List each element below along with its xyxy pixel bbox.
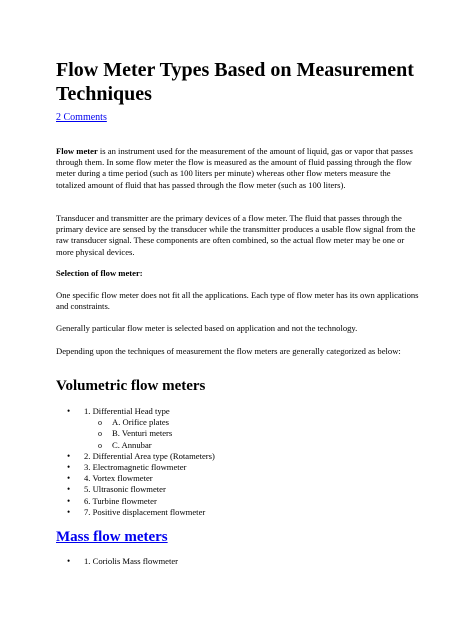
mass-list: [56, 556, 416, 567]
list-item: • 5. Ultrasonic flowmeter: [56, 484, 416, 495]
sub-list-item: o B. Venturi meters: [84, 428, 416, 439]
intro-paragraph: [56, 146, 421, 191]
list-item: • 3. Electromagnetic flowmeter: [56, 462, 416, 473]
sub-list-item: o A. Orifice plates: [84, 417, 416, 428]
list-item: • 7. Positive displacement flowmeter: [56, 507, 416, 518]
volumetric-heading: Volumetric flow meters: [56, 378, 206, 394]
flow-meter-term: Flow meter: [56, 146, 98, 156]
selection-heading: Selection of flow meter:: [56, 268, 143, 278]
mass-heading: [56, 528, 168, 546]
generally-paragraph: Generally particular flow meter is selected based on application and not the technology.: [56, 323, 358, 333]
list-item: • 1. Differential Head type o A. Orifice plates o B. Venturi meters o C. Annubar: [56, 406, 416, 451]
page-title: Flow Meter Types Based on Measurement Techniques: [56, 59, 414, 105]
comments-link[interactable]: 2 Comments: [56, 112, 107, 123]
specific-paragraph: One specific flow meter does not fit all the applications. Each type of flow meter has its own applications and constraints.: [56, 290, 419, 312]
list-item: • 4. Vortex flowmeter: [56, 473, 416, 484]
intro-text: is an instrument used for the measurement of the amount of liquid, gas or vapor that passes through them. In some flow meter the flow is measured as the amount of fluid passing through the flow meter during a time period (such as 100 liters per minute) whereas other flow meters measure the totalized amount of fluid that has passed through the flow meter (such as 100 liters).: [56, 146, 413, 190]
sub-list-item: o C. Annubar: [84, 440, 416, 451]
volumetric-list: [56, 406, 416, 518]
list-item: • 1. Coriolis Mass flowmeter: [56, 556, 416, 567]
depending-paragraph: Depending upon the techniques of measurement the flow meters are generally categorized as below:: [56, 346, 401, 356]
mass-heading-link[interactable]: Mass flow meters: [56, 529, 168, 545]
sub-list: [84, 417, 416, 451]
list-item: • 6. Turbine flowmeter: [56, 496, 416, 507]
transducer-paragraph: Transducer and transmitter are the primary devices of a flow meter. The fluid that passes through the primary device are sensed by the transducer while the transmitter produces a usable flow signal from the raw transducer signal. These components are often combined, so the actual flow meter may be one or more physical devices.: [56, 213, 416, 257]
list-item: • 2. Differential Area type (Rotameters): [56, 451, 416, 462]
